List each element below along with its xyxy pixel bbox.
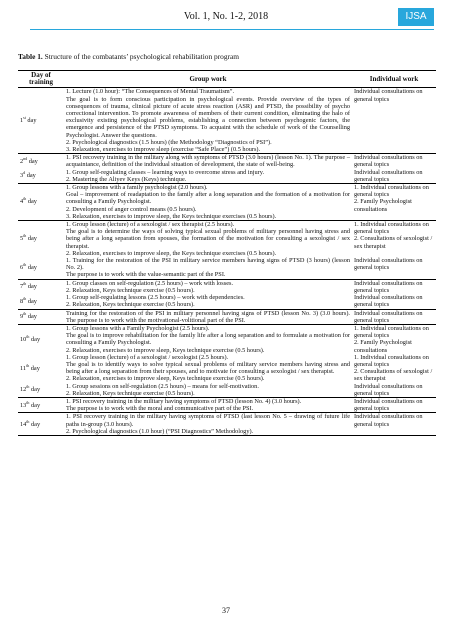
table-row <box>18 354 436 383</box>
day-number: 12 <box>20 386 27 394</box>
day-cell <box>18 309 64 324</box>
individual-work-line: Individual consultations on general topics <box>354 413 423 428</box>
table-caption-label: Table 1. <box>18 52 43 61</box>
day-number: 1 <box>20 117 24 125</box>
individual-work-cell <box>352 221 436 258</box>
table-header-row <box>18 71 436 88</box>
group-work-line: 1. Group self-regulating classes – learning ways to overcome stress and injury. <box>66 168 265 176</box>
group-work-line: 1. Group classes on self-regulation (2.5 hours) – work with losses. <box>66 279 234 287</box>
group-work-line: The goal is to determine the ways of solving typical sexual problems of military personnel having stress and being after a long separation from spouses, the formation of the motivation for consulting a sexologist / sex therapist. <box>66 228 350 250</box>
group-work-line: Goal – improvement of readaptation to the family after a long separation and the formation of a motivation for consulting a Family Psychologist. <box>66 191 350 206</box>
table-row <box>18 154 436 169</box>
individual-work-line: Individual consultations on general topics <box>354 382 423 397</box>
group-work-line: 1. Group lessons with a Family Psychologist (2.5 hours). <box>66 324 210 332</box>
day-number: 4 <box>20 198 24 206</box>
day-ordinal: th <box>26 399 30 405</box>
group-work-line: 2. Relaxation, Keys technique exercise (0.5 hours). <box>66 286 195 294</box>
individual-work-cell <box>352 279 436 294</box>
day-ordinal: th <box>23 281 27 287</box>
program-table <box>18 70 436 436</box>
group-work-line: 1. Group sessions on self-regulation (2.5 hours) – means for self-motivation. <box>66 382 259 390</box>
group-work-line: 2. Relaxation, exercises to improve sleep, the Keys technique exercises (0.5 hours). <box>66 249 277 257</box>
day-number: 5 <box>20 235 24 243</box>
individual-work-line: Individual consultations on general topics <box>354 294 423 309</box>
group-work-line: 2. Mastering the Aliyev Keys (Keys) technique. <box>66 175 187 183</box>
group-work-line: The goal is to improve rehabilitation for the family life after a long separation and to formulate a motivation for consulting a Family Psychologist. <box>66 332 350 347</box>
individual-work-cell <box>352 169 436 184</box>
day-word: day <box>29 364 40 372</box>
group-work-line: 2. Relaxation, Keys technique exercise (0.5 hours). <box>66 301 195 309</box>
day-cell <box>18 413 64 436</box>
day-ordinal: th <box>23 311 27 316</box>
table-row <box>18 294 436 309</box>
group-work-line: 1. Group lesson (lecture) of a sexologist / sex therapist (2.5 hours). <box>66 221 235 229</box>
individual-work-line: Individual consultations on general topics <box>354 257 423 272</box>
individual-work-line: Individual consultations on general topics <box>354 88 423 103</box>
table-body <box>18 88 436 436</box>
group-work-line: The purpose is to work with the moral and communicative part of the PSI. <box>66 405 254 413</box>
group-work-cell <box>64 294 352 309</box>
column-header-group: Group work <box>64 71 352 88</box>
day-ordinal: th <box>23 262 27 268</box>
group-work-line: 3. Relaxation, exercises to improve sleep, the Keys technique exercises (0.5 hours). <box>66 212 277 220</box>
day-cell <box>18 184 64 221</box>
table-row <box>18 383 436 398</box>
table-row <box>18 184 436 221</box>
individual-work-cell <box>352 294 436 309</box>
day-cell <box>18 257 64 279</box>
page-header <box>0 0 452 30</box>
day-number: 9 <box>20 313 24 321</box>
day-number: 13 <box>20 401 27 409</box>
group-work-cell <box>64 257 352 279</box>
journal-volume: Vol. 1, No. 1-2, 2018 <box>183 11 269 22</box>
individual-work-line: 1. Individual consultations on general topics <box>354 221 429 236</box>
day-cell <box>18 221 64 258</box>
individual-work-line: Individual consultations on general topics <box>354 168 423 183</box>
day-cell <box>18 354 64 383</box>
day-ordinal: th <box>26 333 30 339</box>
individual-work-line: Individual consultations on general topics <box>354 397 423 413</box>
group-work-cell <box>64 279 352 294</box>
day-cell <box>18 154 64 169</box>
group-work-line: 1. PSI recovery training in the military along with symptoms of PTSD (3.0 hours) (lesson No. 1). The purpose – acquaintance, definition of the individual situation of development, the state of well-being. <box>66 154 350 169</box>
group-work-line: 2. Relaxation, exercises to improve sleep, Keys technique exercise (0.5 hours). <box>66 346 265 354</box>
journal-badge: IJSA <box>398 8 434 26</box>
day-cell <box>18 397 64 412</box>
individual-work-line: Individual consultations on general topics <box>354 309 423 324</box>
individual-work-line: 1. Individual consultations on general topics <box>354 324 429 340</box>
column-header-day: Day of training <box>18 71 64 88</box>
group-work-line: 2. Psychological diagnostics (1.0 hour) (“PSI Diagnostics” Methodology). <box>66 427 254 435</box>
table-row <box>18 88 436 154</box>
day-cell <box>18 88 64 154</box>
group-work-cell <box>64 324 352 353</box>
table-caption-text: Structure of the combatants’ psychological rehabilitation program <box>42 52 240 61</box>
table-row <box>18 257 436 279</box>
group-work-line: 1. Training for the restoration of the PSI in military service members having signs of PTSD (3 hours) (lesson No. 2). <box>66 257 350 272</box>
individual-work-line: 2. Family Psychologist consultations <box>354 339 412 354</box>
day-word: day <box>29 420 41 428</box>
individual-work-cell <box>352 354 436 383</box>
table-caption <box>18 52 239 61</box>
group-work-line: 1. Group self-regulating lessons (2.5 hours) – work with dependencies. <box>66 294 245 302</box>
group-work-line: 1. Group lesson (lecture) of a sexologist / sexologist (2.5 hours). <box>66 353 229 361</box>
individual-work-cell <box>352 257 436 279</box>
day-number: 6 <box>20 264 24 272</box>
individual-work-cell <box>352 383 436 398</box>
day-word: day <box>25 117 37 125</box>
day-word: day <box>26 264 37 272</box>
table-row <box>18 169 436 184</box>
day-number: 14 <box>20 420 27 428</box>
day-number: 11 <box>20 364 27 372</box>
individual-work-line: Individual consultations on general topics <box>354 154 423 169</box>
individual-work-cell <box>352 397 436 412</box>
individual-work-line: 2. Family Psychologist consultations <box>354 198 412 213</box>
day-cell <box>18 279 64 294</box>
day-ordinal: th <box>26 418 30 424</box>
group-work-cell <box>64 221 352 258</box>
day-ordinal: th <box>26 362 30 368</box>
day-number: 7 <box>20 283 24 291</box>
individual-work-line: 1. Individual consultations on general topics <box>354 353 429 368</box>
group-work-cell <box>64 88 352 154</box>
individual-work-cell <box>352 154 436 169</box>
table-row <box>18 324 436 353</box>
group-work-line: 1. Group lessons with a family psychologist (2.0 hours). <box>66 184 208 192</box>
group-work-line: 2. Relaxation, exercises to improve sleep, Keys technique exercise (0.5 hours). <box>66 375 265 383</box>
day-cell <box>18 294 64 309</box>
group-work-cell <box>64 354 352 383</box>
group-work-cell <box>64 383 352 398</box>
day-number: 10 <box>20 335 27 343</box>
day-word: day <box>26 313 37 321</box>
group-work-line: 2. Psychological diagnostics (1.5 hours) (the Methodology “Diagnostics of PSI”). <box>66 138 272 146</box>
individual-work-line: 2. Consultations of sexologist / sex therapist <box>354 368 433 383</box>
group-work-cell <box>64 184 352 221</box>
day-word: day <box>29 386 41 394</box>
day-word: day <box>29 401 41 409</box>
group-work-line: 1. Lecture (1.0 hour): “The Consequences of Mental Traumatism”. <box>66 88 235 96</box>
day-cell <box>18 383 64 398</box>
group-work-line: Training for the restoration of the PSI in military personnel having signs of PTSD (lesson No. 3) (3.0 hours). The purpose is to work with the motivational-volitional part of the PSI. <box>66 309 350 324</box>
group-work-line: 1. PSI recovery training in the military having symptoms of PTSD (lesson No. 4) (3.0 hours). <box>66 397 302 405</box>
day-word: day <box>27 157 38 165</box>
group-work-cell <box>64 413 352 436</box>
table-row <box>18 413 436 436</box>
group-work-cell <box>64 154 352 169</box>
day-cell <box>18 169 64 184</box>
page-number: 37 <box>222 606 230 615</box>
group-work-cell <box>64 309 352 324</box>
day-number: 8 <box>20 297 24 305</box>
group-work-line: 2. Relaxation, Keys technique exercise (0.5 hours). <box>66 389 195 397</box>
day-ordinal: th <box>23 196 27 202</box>
individual-work-cell <box>352 309 436 324</box>
day-ordinal: th <box>26 384 30 390</box>
individual-work-cell <box>352 88 436 154</box>
day-word: day <box>26 235 37 243</box>
individual-work-cell <box>352 184 436 221</box>
day-ordinal: th <box>23 233 27 239</box>
individual-work-cell <box>352 324 436 353</box>
table-row <box>18 221 436 258</box>
group-work-line: The goal is to form conscious participation in psychological events. Provide overview of the types of consequences of trauma, clinical picture of acute stress reaction (ASR) and PTSD, the possibility of psycho correctional intervention. To promote awareness of members of their current condition, eliminating the halo of exclusivity existing psychological problems, establishing a connection between psychogenic factors, the emergence and persistence of the PTSD symptoms. To acquaint with the schedule of work of the Counselling Psychologist. Answer the questions. <box>66 95 350 139</box>
individual-work-line: Individual consultations on general topics <box>354 279 423 294</box>
day-ordinal: d <box>23 170 26 176</box>
day-ordinal: th <box>23 295 27 301</box>
column-header-individual: Individual work <box>352 71 436 88</box>
day-word: day <box>26 198 37 206</box>
header-rule <box>30 29 434 30</box>
individual-work-line: 2. Consultations of sexologist / sex therapist <box>354 235 433 250</box>
day-word: day <box>26 283 37 291</box>
day-ordinal: nd <box>23 155 28 161</box>
day-number: 2 <box>20 157 24 165</box>
day-cell <box>18 324 64 353</box>
individual-work-cell <box>352 413 436 436</box>
individual-work-line: 1. Individual consultations on general topics <box>354 184 429 199</box>
group-work-line: 1. PSI recovery training in the military having symptoms of PTSD (last lesson No. 5 – drawing of future life paths in-group (3.0 hours). <box>66 413 350 428</box>
day-word: day <box>29 335 41 343</box>
table-row <box>18 279 436 294</box>
group-work-line: 3. Relaxation, exercises to improve sleep (exercise “Safe Place”) (0.5 hours). <box>66 146 261 154</box>
day-number: 3 <box>20 172 24 180</box>
group-work-line: The purpose is to work with the value-semantic part of the PSI. <box>66 271 226 279</box>
table-row <box>18 309 436 324</box>
group-work-line: 2. Development of anger control means (0.5 hours). <box>66 205 197 213</box>
group-work-line: The goal is to identify ways to solve typical sexual problems of military service members having stress and being after a long separation from their spouses, and to motivate for consulting a sexologist / sex therapist. <box>66 360 350 376</box>
day-ordinal: st <box>23 115 26 121</box>
group-work-cell <box>64 397 352 412</box>
day-word: day <box>25 172 36 180</box>
day-word: day <box>26 297 37 305</box>
group-work-cell <box>64 169 352 184</box>
table-row <box>18 397 436 412</box>
